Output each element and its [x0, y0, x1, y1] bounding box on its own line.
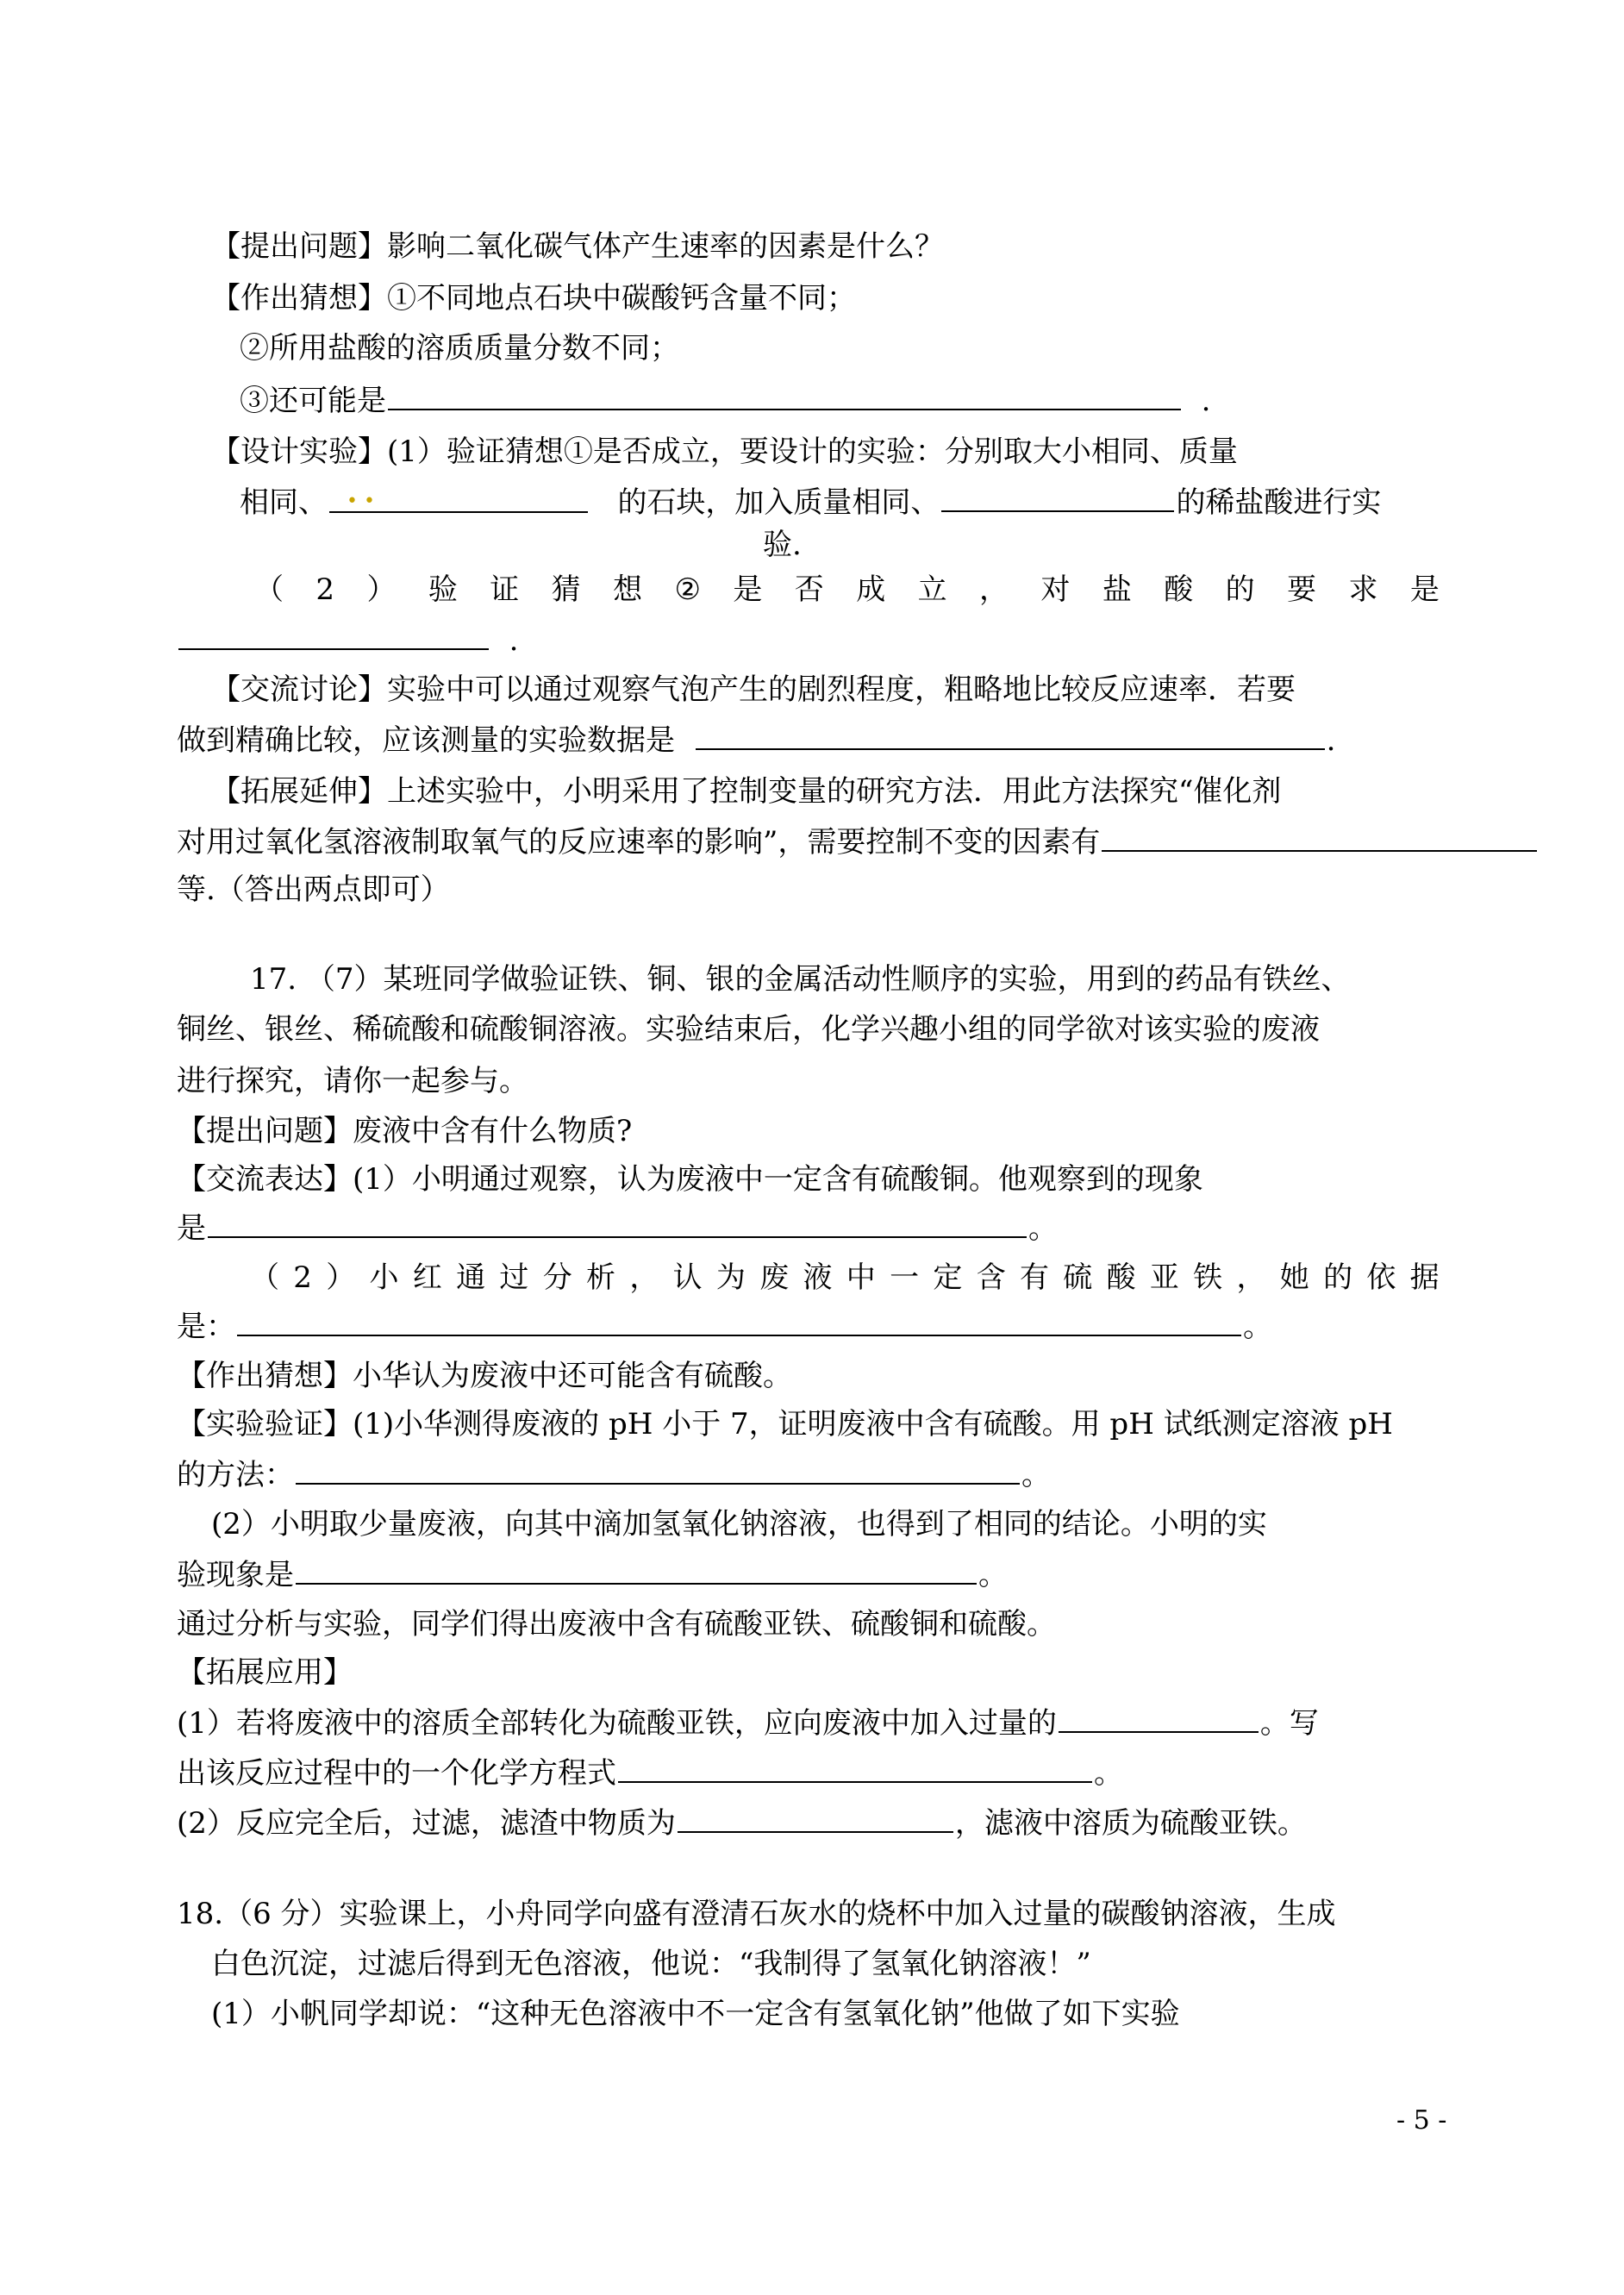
q17-express-2-char: ，	[1236, 1260, 1266, 1295]
answer-blank[interactable]	[696, 719, 1325, 750]
q17-express-1-text: 【交流表达】(1）小明通过观察，认为废液中一定含有硫酸铜。他观察到的现象	[177, 1162, 1203, 1197]
q16-design-1-text: 【设计实验】(1）验证猜想①是否成立，要设计的实验：分别取大小相同、质量	[211, 435, 1238, 469]
q17-express-2-char: 酸	[1106, 1260, 1136, 1295]
q17-express-2-char: 液	[803, 1260, 833, 1295]
q16-discuss-2-text: 做到精确比较，应该测量的实验数据是	[177, 723, 675, 758]
q16-extend-3-text: 等.（答出两点即可）	[177, 872, 450, 907]
q17-express-2-char: 红	[412, 1260, 442, 1295]
q17-apply-title	[177, 1652, 353, 1693]
q16-discuss-2	[177, 719, 1335, 761]
q16-design-2b-text: 的石块，加入质量相同、	[617, 485, 940, 520]
q16-verify-2-char: 求	[1348, 572, 1378, 607]
q17-express-2-char: 一	[890, 1260, 920, 1295]
q17-express-2-char: ，	[629, 1260, 659, 1295]
q16-verify-2-char: 是	[733, 572, 763, 607]
q17-express-2-char: 2	[293, 1260, 312, 1295]
q16-raise-question-text: 【提出问题】影响二氧化碳气体产生速率的因素是什么？	[211, 229, 944, 264]
q17-apply-1b-end: 。	[1094, 1756, 1123, 1791]
q16-extend-3	[177, 869, 450, 910]
q17-raise-question-text: 【提出问题】废液中含有什么物质?	[177, 1114, 633, 1148]
q17-express-1	[177, 1159, 1203, 1200]
answer-blank[interactable]	[208, 1207, 1027, 1238]
answer-blank[interactable]	[678, 1802, 953, 1833]
q17-express-2-char: 析	[586, 1260, 616, 1295]
q17-conclusion	[177, 1604, 1056, 1645]
q17-verify-1	[177, 1404, 1393, 1445]
q17-express-2-char: 为	[715, 1260, 746, 1295]
q16-extend-2-text: 对用过氧化氢溶液制取氧气的反应速率的影响”，需要控制不变的因素有	[177, 825, 1101, 860]
q16-hypothesis-3-text: ③还可能是	[240, 384, 386, 418]
q17-verify-2b-end: 。	[978, 1558, 1008, 1592]
q16-verify-2-char: 是	[1409, 572, 1440, 607]
q17-express-1b	[177, 1207, 1058, 1249]
q16-hypothesis-3	[240, 379, 1210, 422]
q18-intro-3-text: (1）小帆同学却说：“这种无色溶液中不一定含有氢氧化钠”他做了如下实验	[211, 1997, 1180, 2031]
q17-apply-title-text: 【拓展应用】	[177, 1655, 353, 1690]
q16-discuss-1	[211, 669, 1296, 710]
q17-apply-2a-end: ，滤液中溶质为硫酸亚铁。	[954, 1806, 1307, 1841]
answer-blank[interactable]	[296, 1554, 977, 1585]
q18-intro-1	[177, 1893, 1336, 1935]
q16-hypothesis-2	[240, 328, 679, 369]
q17-hypothesis-text: 【作出猜想】小华认为废液中还可能含有硫酸。	[177, 1359, 792, 1393]
q16-design-3	[763, 524, 802, 566]
q17-express-2-char: （	[250, 1260, 279, 1295]
q17-intro-3	[177, 1060, 528, 1102]
q17-apply-1a-text: (1）若将废液中的溶质全部转化为硫酸亚铁，应向废液中加入过量的	[177, 1706, 1057, 1741]
yellow-mark-icon: • •	[347, 491, 375, 512]
q18-intro-1-text: 18.（6 分）实验课上，小舟同学向盛有澄清石灰水的烧杯中加入过量的碳酸钠溶液，生成	[177, 1897, 1336, 1931]
answer-blank[interactable]	[941, 481, 1174, 512]
answer-blank[interactable]	[296, 1454, 1020, 1485]
q16-verify-2-char: 否	[794, 572, 824, 607]
q17-express-2-char: 定	[933, 1260, 963, 1295]
q16-verify-2-char: 酸	[1164, 572, 1194, 607]
q17-intro-1-text: 17. （7）某班同学做验证铁、铜、银的金属活动性顺序的实验，用到的药品有铁丝、	[250, 962, 1351, 997]
q16-verify-2-char: 对	[1040, 572, 1071, 607]
q17-hypothesis	[177, 1355, 792, 1397]
q17-express-2-char: 亚	[1149, 1260, 1179, 1295]
q16-verify-2-char: 要	[1287, 572, 1317, 607]
q16-design-2c-text: 的稀盐酸进行实	[1176, 485, 1382, 520]
q16-verify-2-char: 想	[613, 572, 643, 607]
q17-express-2-char: 硫	[1063, 1260, 1093, 1295]
answer-blank[interactable]	[388, 379, 1181, 410]
q16-hypothesis-2-text: ②所用盐酸的溶质质量分数不同；	[240, 331, 679, 366]
q17-intro-2	[177, 1009, 1320, 1050]
answer-blank[interactable]	[1059, 1702, 1259, 1733]
q17-conclusion-text: 通过分析与实验，同学们得出废液中含有硫酸亚铁、硫酸铜和硫酸。	[177, 1607, 1056, 1642]
q16-verify-2-blank-line	[177, 619, 518, 661]
q17-apply-2a	[177, 1802, 1307, 1844]
q17-express-2-char: 铁	[1193, 1260, 1223, 1295]
q17-express-2-char: 废	[759, 1260, 790, 1295]
q17-express-2	[250, 1257, 1440, 1298]
q16-hypothesis-3-end: .	[1201, 384, 1211, 418]
q17-express-2-char: 有	[1019, 1260, 1049, 1295]
page-number-text: - 5 -	[1396, 2105, 1447, 2136]
q16-verify-2-char: ，	[979, 572, 1009, 607]
q16-raise-question	[211, 226, 944, 267]
q17-raise-question	[177, 1110, 632, 1152]
q17-apply-2a-text: (2）反应完全后，过滤，滤渣中物质为	[177, 1806, 676, 1841]
answer-blank[interactable]	[237, 1305, 1241, 1336]
q17-express-2b	[177, 1305, 1272, 1348]
q16-verify-2-char: 猜	[551, 572, 581, 607]
q17-verify-2-text: (2）小明取少量废液，向其中滴加氢氧化钠溶液，也得到了相同的结论。小明的实	[211, 1507, 1267, 1541]
q16-discuss-2-end: .	[1326, 723, 1336, 758]
answer-blank[interactable]	[1102, 821, 1537, 852]
q16-verify-2-end: .	[509, 623, 519, 658]
q16-verify-2-char: ②	[674, 572, 701, 607]
q17-express-2-char: 过	[499, 1260, 529, 1295]
q16-design-2	[240, 481, 1381, 523]
q17-express-2-char: 据	[1409, 1260, 1440, 1295]
q17-express-2-char: 认	[672, 1260, 703, 1295]
q17-intro-3-text: 进行探究，请你一起参与。	[177, 1064, 528, 1098]
q17-express-2-char: 含	[976, 1260, 1006, 1295]
q17-express-2-char: 分	[542, 1260, 572, 1295]
q17-express-1b-text: 是	[177, 1211, 206, 1246]
q16-verify-2-char: 盐	[1102, 572, 1132, 607]
q16-verify-2-char: 立	[917, 572, 947, 607]
q17-verify-2b	[177, 1554, 1008, 1596]
q17-express-2b-end: 。	[1243, 1310, 1272, 1344]
q17-verify-1-text: 【实验验证】(1)小华测得废液的 pH 小于 7，证明废液中含有硫酸。用 pH 试纸测定溶液 pH	[177, 1407, 1393, 1441]
q17-apply-1b	[177, 1752, 1123, 1794]
q16-design-1	[211, 431, 1238, 472]
q17-express-1b-end: 。	[1028, 1211, 1058, 1246]
q16-verify-2	[254, 569, 1440, 610]
q16-verify-2-char: （	[254, 572, 284, 607]
q17-verify-2b-text: 验现象是	[177, 1558, 294, 1592]
q16-verify-2-char: 2	[315, 572, 335, 607]
answer-blank[interactable]	[618, 1752, 1092, 1783]
q17-express-2b-text: 是：	[177, 1310, 235, 1344]
q18-intro-2-text: 白色沉淀，过滤后得到无色溶液，他说：“我制得了氢氧化钠溶液！”	[211, 1947, 1091, 1981]
q17-verify-1b-text: 的方法：	[177, 1458, 294, 1492]
page-number	[1396, 2104, 1446, 2138]
q18-intro-2	[211, 1943, 1091, 1985]
q17-apply-1b-text: 出该反应过程中的一个化学方程式	[177, 1756, 616, 1791]
q17-verify-1b-end: 。	[1021, 1458, 1051, 1492]
q16-verify-2-char: 成	[856, 572, 886, 607]
q18-intro-3	[211, 1993, 1180, 2035]
q16-design-3-text: 验.	[763, 528, 802, 562]
q17-express-2-char: 通	[456, 1260, 486, 1295]
q16-verify-2-char: 证	[490, 572, 520, 607]
q17-express-2-char: 她	[1279, 1260, 1309, 1295]
q16-verify-2-char: 验	[428, 572, 458, 607]
q17-apply-1a-end: 。写	[1259, 1706, 1319, 1741]
answer-blank[interactable]	[329, 482, 588, 513]
q16-verify-2-char: ）	[366, 572, 397, 607]
q16-verify-2-char: 的	[1225, 572, 1255, 607]
q16-extend-1-text: 【拓展延伸】上述实验中，小明采用了控制变量的研究方法．用此方法探究“催化剂	[211, 774, 1282, 809]
q16-extend-2	[177, 821, 1539, 863]
q16-discuss-1-text: 【交流讨论】实验中可以通过观察气泡产生的剧烈程度，粗略地比较反应速率．若要	[211, 672, 1296, 707]
q17-intro-2-text: 铜丝、银丝、稀硫酸和硫酸铜溶液。实验结束后，化学兴趣小组的同学欲对该实验的废液	[177, 1012, 1320, 1047]
q16-hypothesis-1-text: 【作出猜想】①不同地点石块中碳酸钙含量不同；	[211, 281, 856, 316]
q17-express-2-char: 的	[1323, 1260, 1353, 1295]
q16-extend-1	[211, 771, 1281, 812]
q16-hypothesis-1	[211, 278, 856, 319]
q17-intro-1	[250, 959, 1351, 1000]
q17-express-2-char: 中	[846, 1260, 876, 1295]
q17-verify-2	[211, 1504, 1267, 1545]
q17-express-2-char: 小	[369, 1260, 399, 1295]
answer-blank[interactable]	[178, 619, 489, 650]
q17-verify-1b	[177, 1454, 1051, 1496]
q17-express-2-char: ）	[326, 1260, 356, 1295]
q16-design-2a-text: 相同、	[240, 485, 328, 520]
q17-express-2-char: 依	[1366, 1260, 1396, 1295]
q17-apply-1a	[177, 1702, 1319, 1744]
